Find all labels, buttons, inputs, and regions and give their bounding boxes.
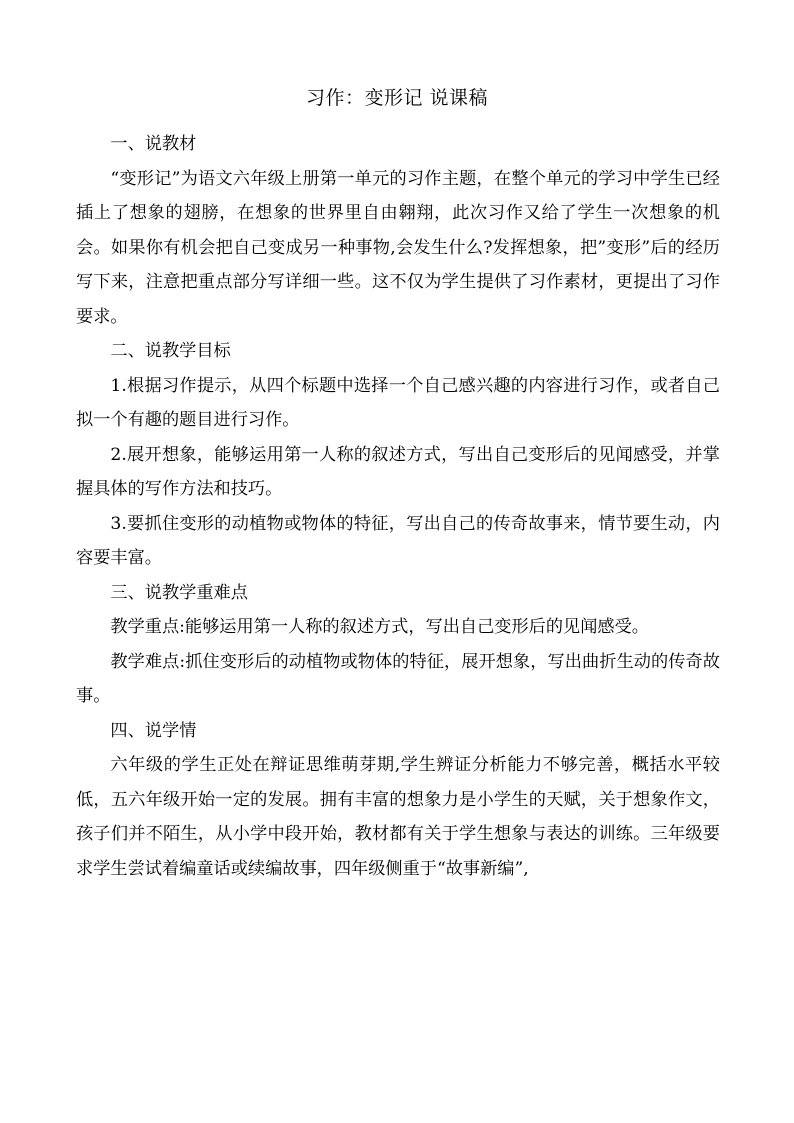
paragraph-textbook: “变形记”为语文六年级上册第一单元的习作主题，在整个单元的学习中学生已经插上了想象的翅膀，在想象的世界里自由翱翔，此次习作又给了学生一次想象的机会。如果你有机会把自己变成另一种事物,会发生什么?发挥想象，把”变形”后的经历写下来，注意把重点部分写详细一些。这不仅为学生提供了习作素材，更提出了习作要求。	[76, 168, 720, 327]
objective-3: 3.要抓住变形的动植物或物体的特征，写出自己的传奇故事来，情节要生动，内容要丰富。	[76, 513, 720, 568]
section-heading-students: 四、说学情	[110, 720, 197, 741]
objective-1: 1.根据习作提示，从四个标题中选择一个自己感兴趣的内容进行习作，或者自己拟一个有趣的题目进行习作。	[76, 375, 720, 430]
section-heading-textbook: 一、说教材	[110, 134, 197, 154]
objective-2: 2.展开想象，能够运用第一人称的叙述方式，写出自己变形后的见闻感受，并掌握具体的写作方法和技巧。	[76, 444, 720, 499]
difficult-point: 教学难点:抓住变形后的动植物或物体的特征，展开想象，写出曲折生动的传奇故事。	[76, 651, 720, 706]
section-heading-key-points: 三、说教学重难点	[110, 582, 248, 603]
document-title: 习作：变形记 说课稿	[305, 87, 489, 109]
paragraph-students: 六年级的学生正处在辩证思维萌芽期,学生辨证分析能力不够完善，概括水平较低，五六年级开始一定的发展。拥有丰富的想象力是小学生的天赋，关于想象作文，孩子们并不陌生，从小学中段开始，教材都有关于学生想象与表达的训练。三年级要求学生尝试着编童话或续编故事，四年级侧重于“故事新编”,	[76, 755, 720, 879]
key-point: 教学重点:能够运用第一人称的叙述方式，写出自己变形后的见闻感受。	[110, 617, 649, 637]
section-heading-objectives: 二、说教学目标	[110, 341, 231, 361]
document-body	[76, 127, 720, 886]
